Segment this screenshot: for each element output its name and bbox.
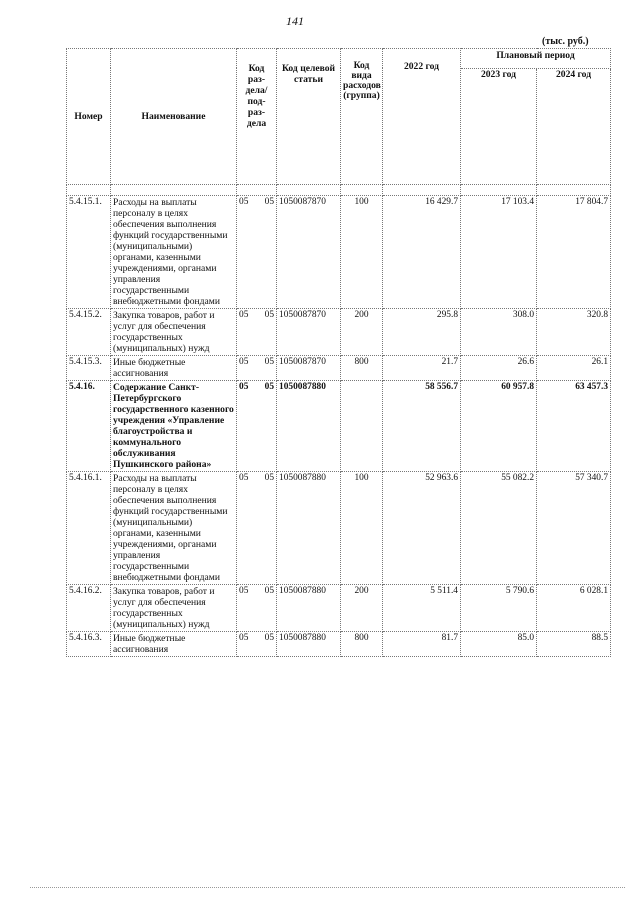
row-podrazdel-code: 05 — [264, 382, 274, 392]
table-body — [67, 185, 611, 657]
row-vid-raskhodov: 100 — [341, 196, 383, 309]
row-vid-raskhodov: 100 — [341, 472, 383, 585]
header-planned — [461, 49, 611, 69]
row-razdel-code: 05 — [239, 197, 249, 207]
header-razdel — [237, 49, 277, 185]
row-podrazdel-code: 05 — [264, 310, 274, 320]
header-2023 — [461, 68, 537, 184]
header-planned-label: Плановый период — [496, 50, 575, 61]
row-podrazdel-code: 05 — [264, 197, 274, 207]
row-name: Содержание Санкт-Петербургского государственного казенного учреждения «Управление благоустройства и коммунального обслуживания Пушкинского района» — [111, 381, 237, 472]
row-value-2023: 17 103.4 — [461, 196, 537, 309]
header-2024-label: 2024 год — [555, 68, 592, 80]
header-row — [67, 49, 611, 69]
row-value-2023: 26.6 — [461, 356, 537, 381]
row-value-2022: 58 556.7 — [383, 381, 461, 472]
row-vid-raskhodov: 800 — [341, 632, 383, 657]
table-row — [67, 196, 611, 309]
row-value-2024: 17 804.7 — [537, 196, 611, 309]
table-row — [67, 585, 611, 632]
row-podrazdel-code: 05 — [264, 473, 274, 483]
row-razdel — [237, 309, 277, 356]
page-bottom-rule — [30, 887, 625, 888]
row-value-2022: 5 511.4 — [383, 585, 461, 632]
row-vid-raskhodov: 800 — [341, 356, 383, 381]
row-razdel — [237, 585, 277, 632]
row-tselevaya-statya: 1050087870 — [277, 196, 341, 309]
header-vid-label: Код вида расходов (группа) — [343, 60, 381, 101]
row-name: Расходы на выплаты персоналу в целях обеспечения выполнения функций государственными (муниципальными) органами, казенными учреждениями, органами управления государственными внебюджетными фондами — [111, 196, 237, 309]
row-value-2023: 308.0 — [461, 309, 537, 356]
row-value-2023: 5 790.6 — [461, 585, 537, 632]
row-name: Иные бюджетные ассигнования — [111, 356, 237, 381]
row-razdel-code: 05 — [239, 633, 249, 643]
row-razdel-code: 05 — [239, 586, 249, 596]
row-razdel-code: 05 — [239, 310, 249, 320]
page-number: 141 — [286, 14, 304, 28]
header-number — [67, 49, 111, 185]
row-tselevaya-statya: 1050087880 — [277, 472, 341, 585]
row-value-2022: 295.8 — [383, 309, 461, 356]
row-value-2022: 52 963.6 — [383, 472, 461, 585]
row-value-2024: 88.5 — [537, 632, 611, 657]
row-razdel — [237, 356, 277, 381]
row-value-2022: 16 429.7 — [383, 196, 461, 309]
row-razdel — [237, 472, 277, 585]
row-value-2024: 6 028.1 — [537, 585, 611, 632]
row-vid-raskhodov — [341, 381, 383, 472]
spacer-row — [67, 185, 611, 196]
table-row — [67, 356, 611, 381]
header-2022 — [383, 49, 461, 185]
table-row — [67, 381, 611, 472]
table-row — [67, 309, 611, 356]
row-name: Закупка товаров, работ и услуг для обеспечения государственных (муниципальных) нужд — [111, 309, 237, 356]
row-razdel-code: 05 — [239, 357, 249, 367]
row-name: Расходы на выплаты персоналу в целях обеспечения выполнения функций государственными (муниципальными) органами, казенными учреждениями, органами управления государственными внебюджетными фондами — [111, 472, 237, 585]
header-number-label: Номер — [74, 111, 103, 122]
row-value-2024: 320.8 — [537, 309, 611, 356]
row-value-2023: 85.0 — [461, 632, 537, 657]
row-podrazdel-code: 05 — [264, 357, 274, 367]
row-tselevaya-statya: 1050087880 — [277, 632, 341, 657]
row-number: 5.4.16. — [67, 381, 111, 472]
row-value-2023: 55 082.2 — [461, 472, 537, 585]
header-name — [111, 49, 237, 185]
row-podrazdel-code: 05 — [264, 633, 274, 643]
row-value-2024: 26.1 — [537, 356, 611, 381]
row-number: 5.4.15.2. — [67, 309, 111, 356]
row-value-2022: 81.7 — [383, 632, 461, 657]
header-razdel-label: Код раз-дела/ под-раз-дела — [245, 63, 268, 129]
header-tselevoy-label: Код целевой статьи — [281, 63, 336, 85]
row-number: 5.4.16.2. — [67, 585, 111, 632]
row-tselevaya-statya: 1050087880 — [277, 585, 341, 632]
row-value-2023: 60 957.8 — [461, 381, 537, 472]
row-number: 5.4.16.3. — [67, 632, 111, 657]
row-number: 5.4.15.3. — [67, 356, 111, 381]
row-tselevaya-statya: 1050087880 — [277, 381, 341, 472]
table-row — [67, 472, 611, 585]
row-razdel — [237, 381, 277, 472]
row-number: 5.4.16.1. — [67, 472, 111, 585]
header-tselevoy — [277, 49, 341, 185]
header-vid — [341, 49, 383, 185]
unit-note: (тыс. руб.) — [542, 36, 589, 47]
row-razdel-code: 05 — [239, 473, 249, 483]
row-vid-raskhodov: 200 — [341, 309, 383, 356]
row-vid-raskhodov: 200 — [341, 585, 383, 632]
row-tselevaya-statya: 1050087870 — [277, 309, 341, 356]
row-name: Иные бюджетные ассигнования — [111, 632, 237, 657]
row-razdel-code: 05 — [239, 382, 249, 392]
row-razdel — [237, 196, 277, 309]
row-razdel — [237, 632, 277, 657]
header-2022-label: 2022 год — [403, 61, 440, 72]
row-value-2024: 63 457.3 — [537, 381, 611, 472]
row-value-2024: 57 340.7 — [537, 472, 611, 585]
header-2024 — [537, 68, 611, 184]
row-value-2022: 21.7 — [383, 356, 461, 381]
table-row — [67, 632, 611, 657]
row-podrazdel-code: 05 — [264, 586, 274, 596]
row-tselevaya-statya: 1050087870 — [277, 356, 341, 381]
row-number: 5.4.15.1. — [67, 196, 111, 309]
budget-table — [66, 48, 611, 657]
header-2023-label: 2023 год — [480, 68, 517, 80]
row-name: Закупка товаров, работ и услуг для обеспечения государственных (муниципальных) нужд — [111, 585, 237, 632]
header-name-label: Наименование — [141, 111, 206, 122]
